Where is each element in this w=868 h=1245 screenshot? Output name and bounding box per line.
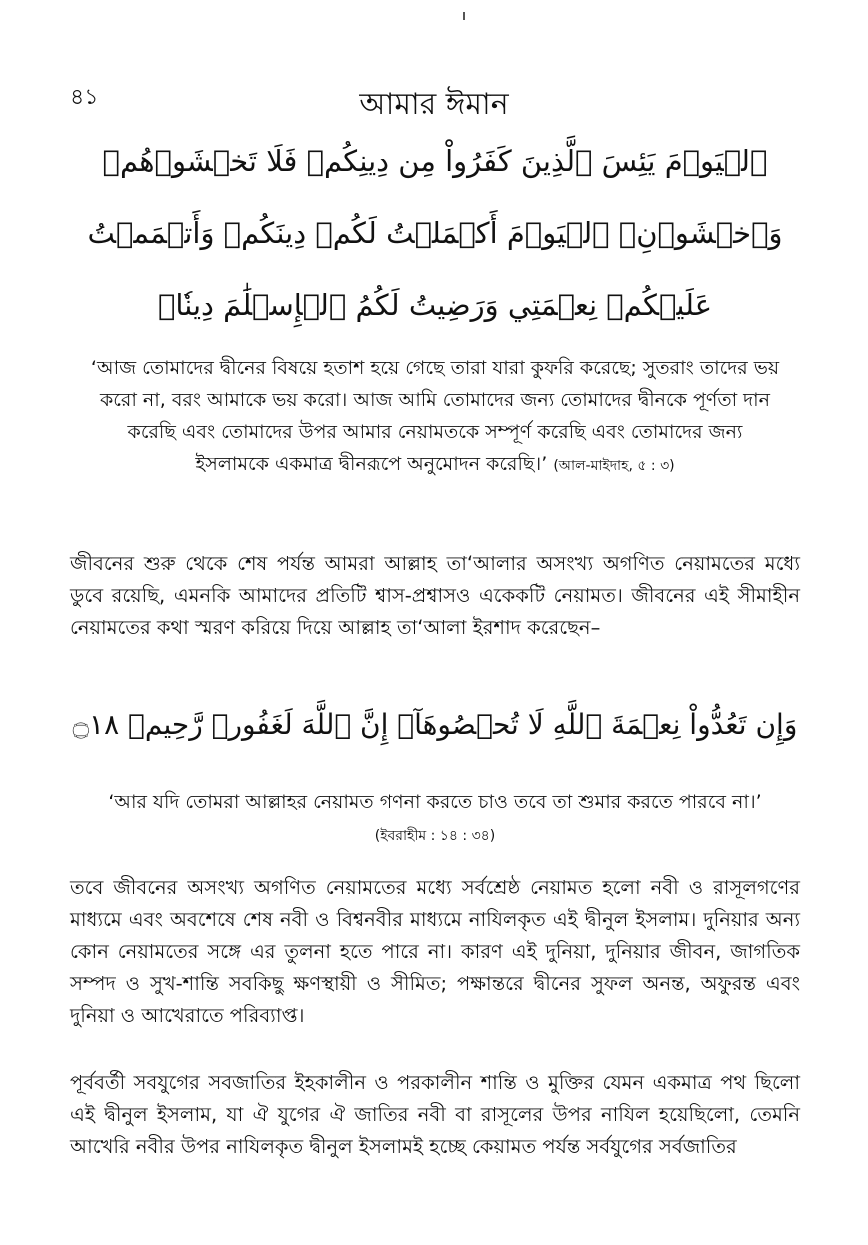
- body-paragraph-3: পূর্ববর্তী সবযুগের সবজাতির ইহকালীন ও পরকালীন শান্তি ও মুক্তির যেমন একমাত্র পথ ছিলো এই দ্বীনুল ইসলাম, যা ঐ যুগের ঐ জাতির নবী বা রাসূলের উপর নাযিল হয়েছিলো, তেমনি আখেরি নবীর উপর নাযিলকৃত দ্বীনুল ইসলামই হচ্ছে কেয়ামত পর্যন্ত সর্বযুগের সর্বজাতির: [70, 1071, 800, 1158]
- translation-quote-ibrahim: [90, 786, 780, 852]
- page-number: ৪১: [70, 85, 99, 110]
- body-paragraph-2: তবে জীবনের অসংখ্য অগণিত নেয়ামতের মধ্যে সর্বশ্রেষ্ঠ নেয়ামত হলো নবী ও রাসূলগণের মাধ্যমে এবং অবশেষে শেষ নবী ও বিশ্বনবীর মাধ্যমে নাযিলকৃত এই দ্বীনুল ইসলাম। দুনিয়ার অন্য কোন নেয়ামতের সঙ্গে এর তুলনা হতে পারে না। কারণ এই দুনিয়া, দুনিয়ার জীবন, জাগতিক সম্পদ ও সুখ-শান্তি সবকিছু ক্ষণস্থায়ী ও সীমিত; পক্ষান্তরে দ্বীনের সুফল অনন্ত, অফুরন্ত এবং দুনিয়া ও আখেরাতে পরিব্যাপ্ত।: [70, 876, 800, 1027]
- scan-mark: [463, 12, 465, 20]
- running-title: আমার ঈমান: [359, 87, 509, 122]
- translation-quote-maidah: [90, 352, 780, 482]
- arabic-verse-maidah: ٱلۡيَوۡمَ يَئِسَ ٱلَّذِينَ كَفَرُواْ مِن دِينِكُمۡ فَلَا تَخۡشَوۡهُمۡ وَٱخۡشَوۡنِۚ ٱلۡيَوۡمَ أَكۡمَلۡتُ لَكُمۡ دِينَكُمۡ وَأَتۡمَمۡتُ عَلَيۡكُمۡ نِعۡمَتِي وَرَضِيتُ لَكُمُ ٱلۡإِسۡلَٰمَ دِينٗاۚ: [87, 144, 783, 322]
- arabic-verse-ibrahim: وَإِن تَعُدُّواْ نِعۡمَةَ ٱللَّهِ لَا تُحۡصُوهَآۗ إِنَّ ٱللَّهَ لَغَفُورٞ رَّحِيمٞ ۝١٨: [72, 708, 798, 741]
- verse-reference: (আল-মাইদাহ, ৫ : ৩): [553, 458, 675, 474]
- translation-text: ‘আর যদি তোমরা আল্লাহর নেয়ামত গণনা করতে চাও তবে তা শুমার করতে পারবে না।’: [108, 791, 762, 813]
- body-paragraph-1: জীবনের শুরু থেকে শেষ পর্যন্ত আমরা আল্লাহ তা‘আলার অসংখ্য অগণিত নেয়ামতের মধ্যে ডুবে রয়েছি, এমনকি আমাদের প্রতিটি শ্বাস-প্রশ্বাসও একেকটি নেয়ামত। জীবনের এই সীমাহীন নেয়ামতের কথা স্মরণ করিয়ে দিয়ে আল্লাহ তা‘আলা ইরশাদ করেছেন–: [70, 552, 800, 639]
- verse-reference: (ইবরাহীম : ১৪ : ৩৪): [374, 828, 496, 844]
- translation-text: ‘আজ তোমাদের দ্বীনের বিষয়ে হতাশ হয়ে গেছে তারা যারা কুফরি করেছে; সুতরাং তাদের ভয় করো না, বরং আমাকে ভয় করো। আজ আমি তোমাদের জন্য তোমাদের দ্বীনকে পূর্ণতা দান করেছি এবং তোমাদের উপর আমার নেয়ামতকে সম্পূর্ণ করেছি এবং তোমাদের জন্য ইসলামকে একমাত্র দ্বীনরূপে অনুমোদন করেছি।’: [90, 357, 780, 475]
